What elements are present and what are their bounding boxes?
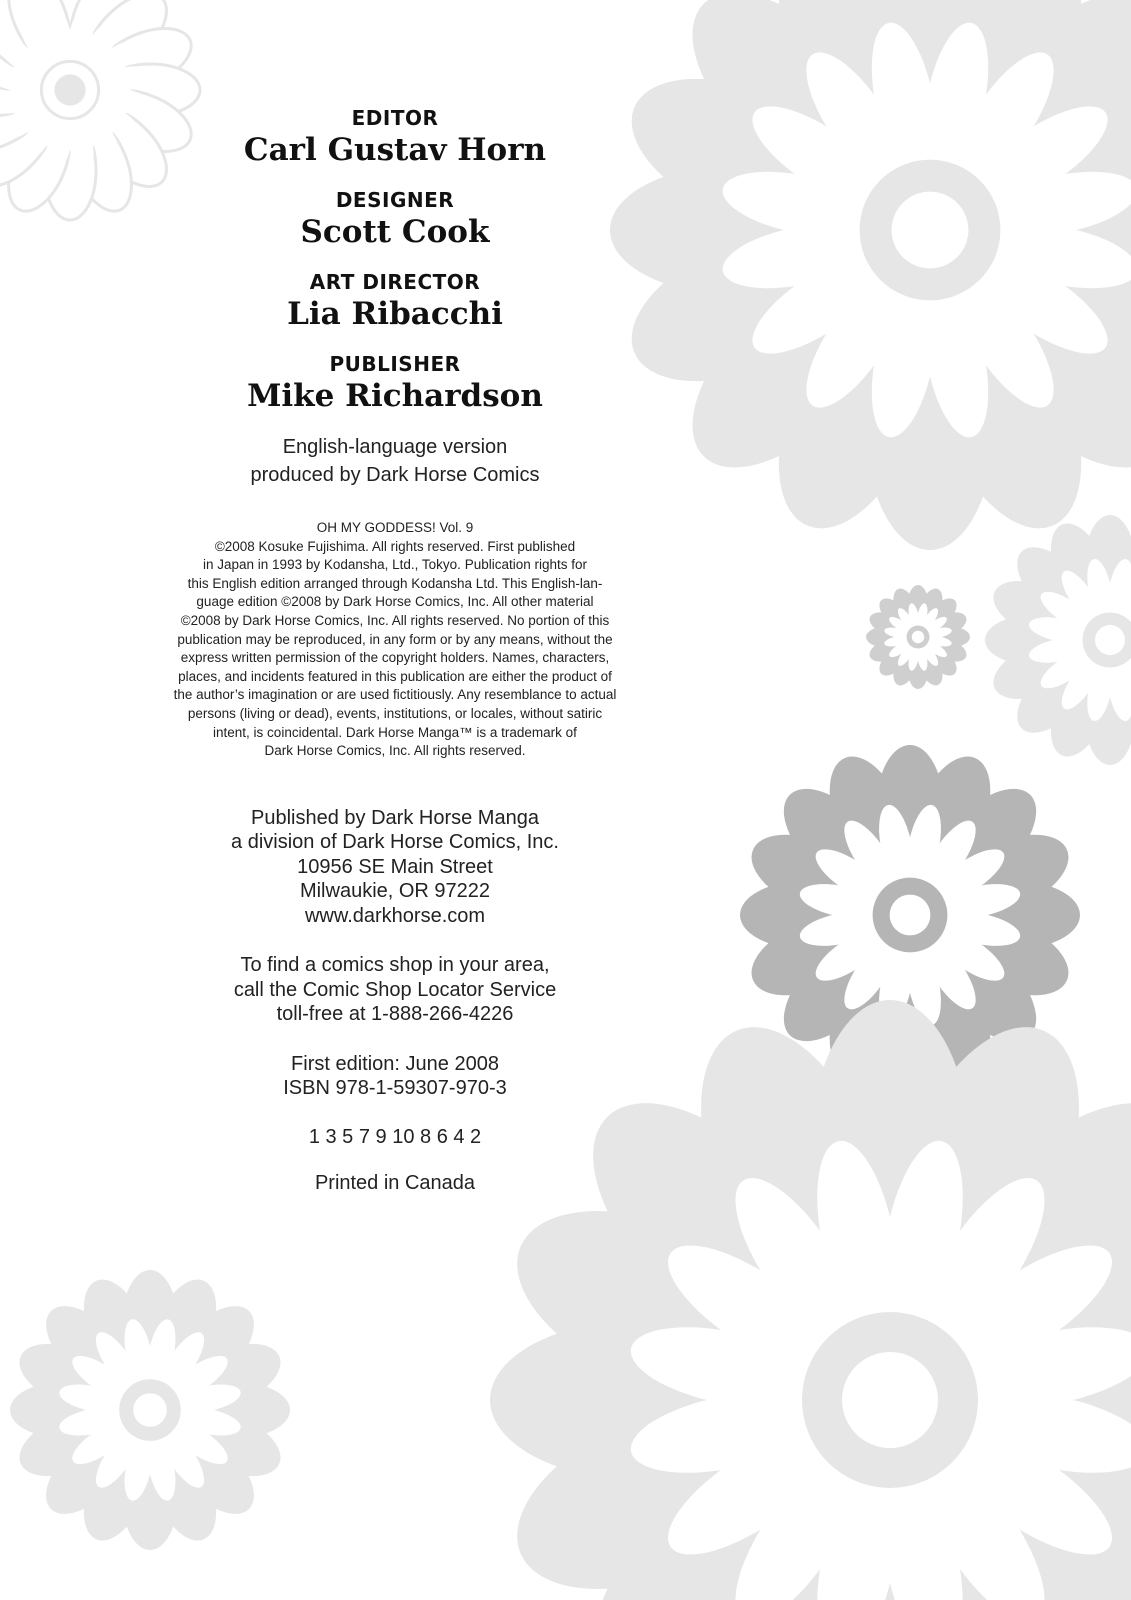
flower-core bbox=[1095, 625, 1125, 655]
version-line: English-language version bbox=[282, 436, 508, 458]
colophon-column bbox=[150, 105, 640, 1196]
copyright-notice bbox=[150, 519, 640, 761]
credit-role: PUBLISHER bbox=[329, 352, 461, 376]
version-note bbox=[150, 433, 640, 489]
flower-core bbox=[912, 631, 924, 643]
credit-art-director bbox=[150, 269, 640, 333]
credit-name: Scott Cook bbox=[300, 214, 490, 250]
address-line: a division of Dark Horse Comics, Inc. bbox=[231, 831, 559, 854]
address-line: 10956 SE Main Street bbox=[297, 855, 493, 878]
credit-name: Mike Richardson bbox=[247, 378, 543, 414]
credit-designer bbox=[150, 187, 640, 251]
locator-line: call the Comic Shop Locator Service bbox=[233, 978, 557, 1001]
publisher-address bbox=[150, 806, 640, 929]
legal-line: the author’s imagination or are used fictitiously. Any resemblance to actual bbox=[173, 687, 617, 703]
legal-line: intent, is coincidental. Dark Horse Manga™ is a trademark of bbox=[213, 724, 577, 740]
address-line: Published by Dark Horse Manga bbox=[251, 806, 539, 829]
legal-line: publication may be reproduced, in any form or by any means, without the bbox=[177, 631, 613, 647]
address-line: Milwaukie, OR 97222 bbox=[299, 880, 491, 903]
printed-in: Printed in Canada bbox=[314, 1172, 476, 1195]
website-line: www.darkhorse.com bbox=[304, 904, 486, 927]
legal-line: ©2008 by Dark Horse Comics, Inc. All rights reserved. No portion of this bbox=[180, 612, 610, 628]
comic-shop-locator bbox=[150, 953, 640, 1027]
flower-core bbox=[133, 1393, 167, 1427]
flower-ornament bbox=[610, 0, 1131, 550]
legal-line: OH MY GODDESS! Vol. 9 bbox=[316, 520, 474, 535]
isbn: ISBN 978-1-59307-970-3 bbox=[283, 1077, 507, 1100]
legal-line: guage edition ©2008 by Dark Horse Comics, Inc. All other material bbox=[196, 594, 594, 610]
legal-line: Dark Horse Comics, Inc. All rights reserved. bbox=[264, 743, 526, 759]
legal-line: express written permission of the copyright holders. Names, characters, bbox=[180, 650, 610, 666]
credit-editor bbox=[150, 105, 640, 169]
credit-role: EDITOR bbox=[351, 106, 439, 130]
flower-core bbox=[892, 192, 969, 269]
flower-core bbox=[54, 74, 85, 105]
flower-core bbox=[842, 1352, 938, 1448]
flower-ornament bbox=[10, 1270, 290, 1550]
credit-publisher bbox=[150, 351, 640, 415]
locator-line: toll-free at 1-888-266-4226 bbox=[276, 1003, 514, 1026]
legal-line: this English edition arranged through Kodansha Ltd. This English-lan- bbox=[187, 575, 603, 591]
credit-name: Carl Gustav Horn bbox=[243, 132, 547, 168]
legal-line: persons (living or dead), events, institutions, or locales, without satiric bbox=[187, 705, 603, 721]
printing-numbers: 1 3 5 7 9 10 8 6 4 2 bbox=[308, 1125, 482, 1148]
flower-ornament bbox=[866, 585, 970, 689]
locator-line: To find a comics shop in your area, bbox=[240, 954, 550, 977]
flower-ornament bbox=[985, 515, 1131, 765]
version-line: produced by Dark Horse Comics bbox=[250, 464, 540, 486]
credit-role: ART DIRECTOR bbox=[309, 270, 481, 294]
legal-line: places, and incidents featured in this publication are either the product of bbox=[178, 668, 612, 684]
credit-name: Lia Ribacchi bbox=[287, 296, 503, 332]
legal-line: ©2008 Kosuke Fujishima. All rights reserved. First published bbox=[214, 538, 576, 554]
credit-role: DESIGNER bbox=[335, 188, 455, 212]
edition-info bbox=[150, 1052, 640, 1101]
edition-date: First edition: June 2008 bbox=[291, 1052, 499, 1075]
flower-core bbox=[890, 895, 931, 936]
legal-line: in Japan in 1993 by Kodansha, Ltd., Tokyo. Publication rights for bbox=[203, 557, 587, 573]
